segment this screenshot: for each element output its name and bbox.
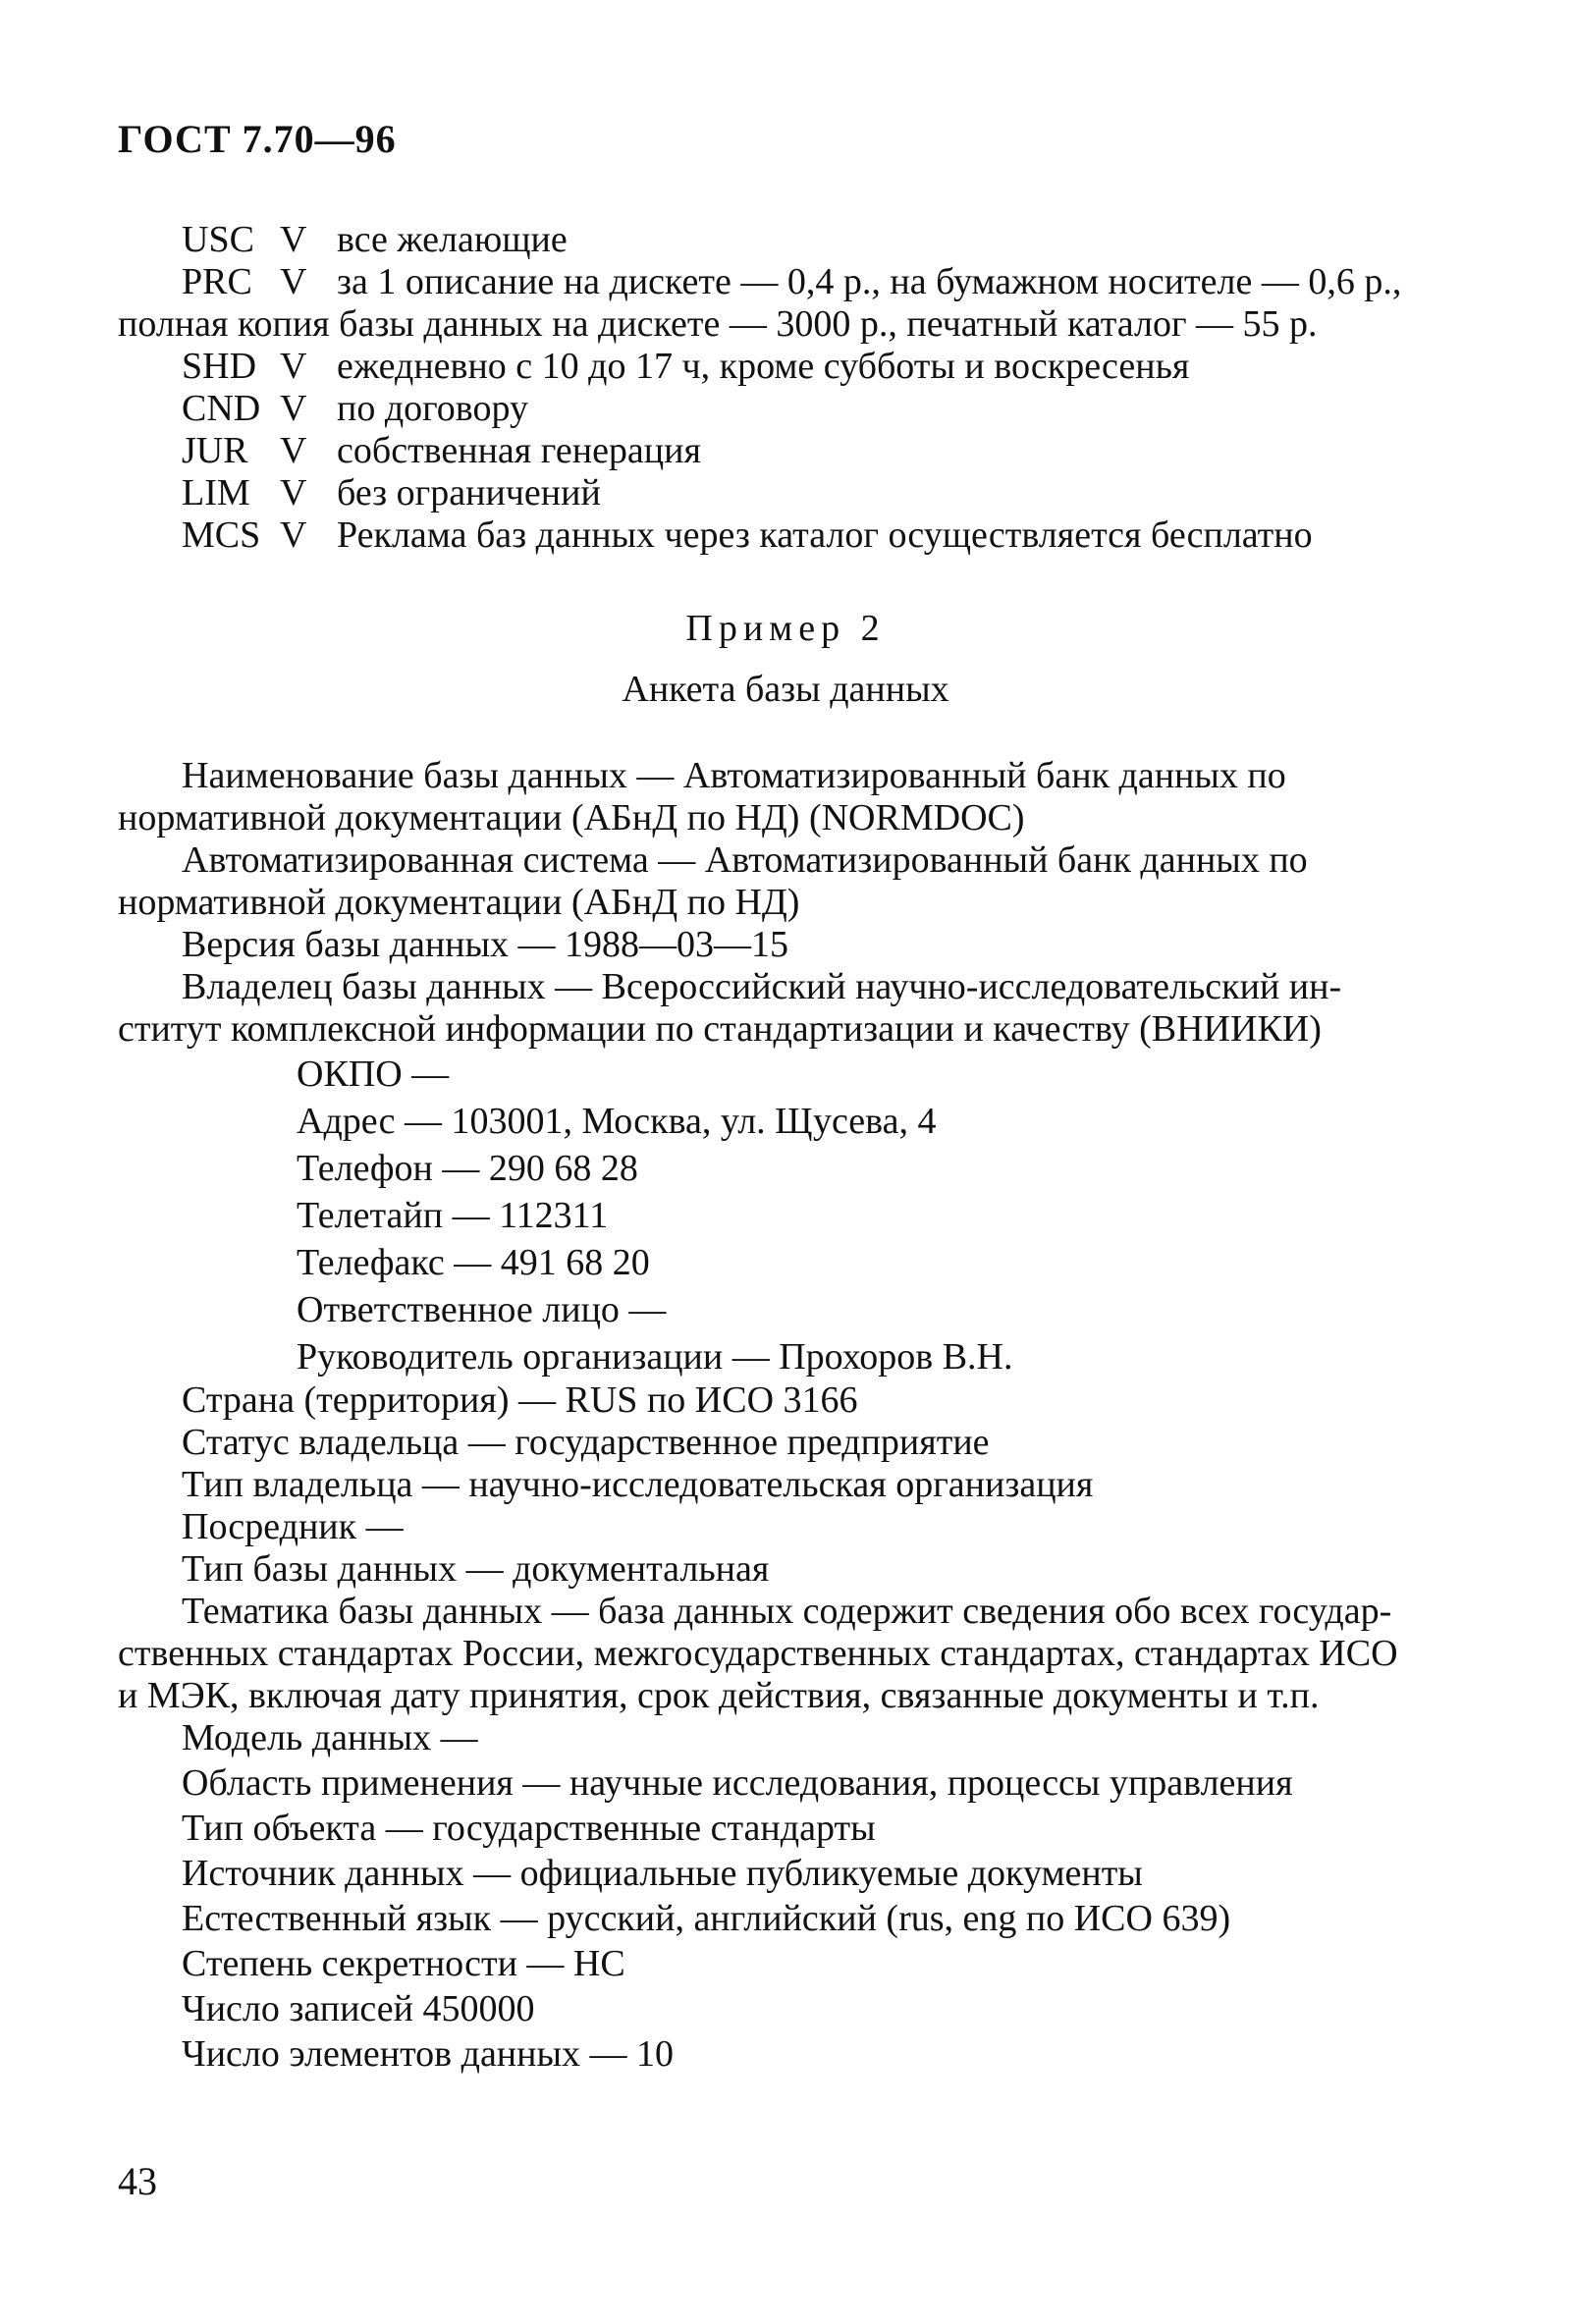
code-label: USC xyxy=(182,219,254,260)
body-line: Страна (территория) — RUS по ИСО 3166 xyxy=(182,1379,858,1421)
body-line: Руководитель организации — Прохоров В.Н. xyxy=(297,1336,1013,1378)
code-flag: V xyxy=(280,472,307,513)
code-flag: V xyxy=(280,388,307,429)
body-line: Естественный язык — русский, английский (rus, eng по ИСО 639) xyxy=(182,1898,1231,1939)
body-line: Статус владельца — государственное предприятие xyxy=(182,1422,990,1463)
code-text: за 1 описание на дискете — 0,4 р., на бумажном носителе — 0,6 р., xyxy=(337,261,1402,302)
page-number: 43 xyxy=(118,2159,157,2203)
body-line: Автоматизированная система — Автоматизированный банк данных по xyxy=(182,839,1308,881)
code-text: без ограничений xyxy=(337,472,601,513)
code-flag: V xyxy=(280,430,307,471)
body-line: ОКПО — xyxy=(297,1054,450,1095)
body-line: Тип базы данных — документальная xyxy=(182,1548,770,1590)
body-line: Адрес — 103001, Москва, ул. Щусева, 4 xyxy=(297,1101,937,1142)
code-flag: V xyxy=(280,346,307,387)
body-line: ститут комплексной информации по стандартизации и качеству (ВНИИКИ) xyxy=(118,1008,1322,1050)
body-line: ственных стандартах России, межгосударственных стандартах, стандартах ИСО xyxy=(118,1633,1398,1674)
body-line: Тематика базы данных — база данных содержит сведения обо всех государ- xyxy=(182,1591,1392,1632)
code-row-usc xyxy=(182,218,568,261)
body-line: Ответственное лицо — xyxy=(297,1289,667,1330)
body-line: Модель данных — xyxy=(182,1717,478,1758)
body-line: Телефон — 290 68 28 xyxy=(297,1148,638,1189)
body-line: Число элементов данных — 10 xyxy=(182,2033,675,2075)
code-label: SHD xyxy=(182,346,257,387)
code-row-jur xyxy=(182,429,701,472)
body-line: Число записей 450000 xyxy=(182,1988,535,2029)
body-line: нормативной документации (АБнД по НД) xyxy=(118,882,800,923)
body-line: Область применения — научные исследования, процессы управления xyxy=(182,1762,1293,1804)
code-row-prc xyxy=(182,260,1401,303)
body-line: Телетайп — 112311 xyxy=(297,1195,609,1236)
body-line: Наименование базы данных — Автоматизированный банк данных по xyxy=(182,755,1286,796)
code-row-shd xyxy=(182,345,1189,388)
body-line: Версия базы данных — 1988—03—15 xyxy=(182,924,789,965)
code-label: MCS xyxy=(182,514,261,556)
code-label: PRC xyxy=(182,261,252,302)
code-flag: V xyxy=(280,219,307,260)
body-line: Посредник — xyxy=(182,1506,404,1547)
prc-continuation: полная копия базы данных на дискете — 3000 р., печатный каталог — 55 р. xyxy=(118,303,1318,345)
page-header: ГОСТ 7.70—96 xyxy=(118,117,397,161)
code-row-mcs xyxy=(182,513,1313,557)
body-line: Тип владельца — научно-исследовательская организация xyxy=(182,1464,1094,1505)
code-text: Реклама баз данных через каталог осуществляется бесплатно xyxy=(337,514,1313,556)
example-subheading: Анкета базы данных xyxy=(622,669,949,710)
code-row-lim xyxy=(182,471,601,514)
code-row-cnd xyxy=(182,387,528,430)
body-line: Источник данных — официальные публикуемые документы xyxy=(182,1853,1143,1894)
code-label: CND xyxy=(182,388,261,429)
body-line: нормативной документации (АБнД по НД) (NORMDOC) xyxy=(118,797,1025,838)
example-heading: Пример 2 xyxy=(685,608,886,649)
code-text: собственная генерация xyxy=(337,430,701,471)
code-flag: V xyxy=(280,261,307,302)
body-line: Степень секретности — НС xyxy=(182,1943,625,1984)
code-label: JUR xyxy=(182,430,248,471)
code-label: LIM xyxy=(182,472,250,513)
code-flag: V xyxy=(280,514,307,556)
code-text: все желающие xyxy=(337,219,568,260)
body-line: Владелец базы данных — Всероссийский научно-исследовательский ин- xyxy=(182,966,1342,1007)
body-line: и МЭК, включая дату принятия, срок действия, связанные документы и т.п. xyxy=(118,1675,1320,1716)
body-line: Телефакс — 491 68 20 xyxy=(297,1242,650,1283)
code-text: ежедневно с 10 до 17 ч, кроме субботы и воскресенья xyxy=(337,346,1190,387)
body-line: Тип объекта — государственные стандарты xyxy=(182,1808,876,1849)
code-text: по договору xyxy=(337,388,528,429)
